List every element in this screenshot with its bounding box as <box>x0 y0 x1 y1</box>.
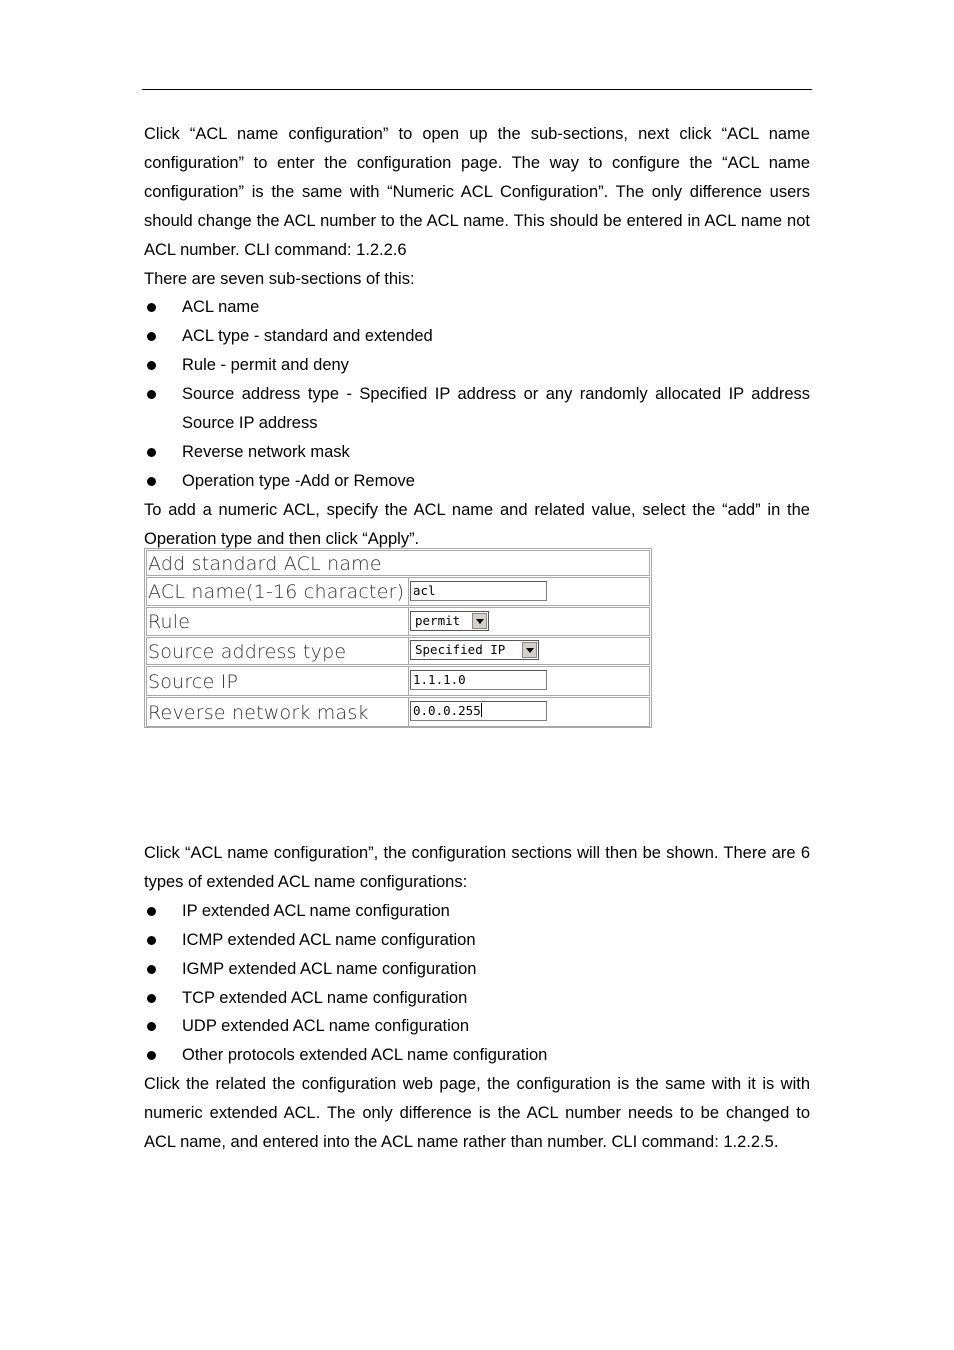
reverse-mask-row <box>146 697 650 727</box>
bullet-icon <box>147 477 156 486</box>
form-title-row <box>146 550 650 576</box>
source-ip-label: Source IP <box>147 667 409 695</box>
section-extended-acl-name <box>144 839 810 1157</box>
rule-label: Rule <box>147 608 409 635</box>
extended-types-list <box>144 897 810 1070</box>
text-cursor <box>481 703 482 717</box>
bullet-icon <box>147 361 156 370</box>
list-item: IGMP extended ACL name configuration <box>144 955 810 984</box>
list-item: Rule - permit and deny <box>144 351 810 380</box>
list-item: ACL type - standard and extended <box>144 322 810 351</box>
bullet-icon <box>147 965 156 974</box>
closing-paragraph: Click the related the configuration web page, the configuration is the same with it is with numeric extended ACL. The only difference is the ACL number needs to be changed to ACL name, and entered into the ACL name rather than number. CLI command: 1.2.2.5. <box>144 1075 810 1152</box>
list-item: UDP extended ACL name configuration <box>144 1012 810 1041</box>
list-item: Reverse network mask <box>144 438 810 467</box>
list-item: TCP extended ACL name configuration <box>144 984 810 1013</box>
acl-name-input[interactable]: acl <box>410 581 547 601</box>
bullet-icon <box>147 936 156 945</box>
bullet-icon <box>147 907 156 916</box>
header-rule <box>142 89 812 90</box>
acl-name-label: ACL name(1-16 character) <box>147 578 409 605</box>
bullet-icon <box>147 332 156 341</box>
list-item: IP extended ACL name configuration <box>144 897 810 926</box>
subsections-intro: There are seven sub-sections of this: <box>144 269 415 288</box>
rule-select[interactable]: permit <box>410 611 489 631</box>
bullet-icon <box>147 1022 156 1031</box>
bullet-icon <box>147 994 156 1003</box>
rule-row <box>146 607 650 636</box>
intro-paragraph: Click “ACL name configuration” to open up the sub-sections, next click “ACL name configuration” to enter the configuration page. The way to configure the “ACL name configuration” is the same with “Numeric ACL Configuration”. The only difference users should change the ACL number to the ACL name. This should be entered in ACL name not ACL number. CLI command: 1.2.2.6 <box>144 125 810 259</box>
list-item: Other protocols extended ACL name configuration <box>144 1041 810 1070</box>
list-item: ICMP extended ACL name configuration <box>144 926 810 955</box>
source-ip-row <box>146 666 650 696</box>
acl-name-row <box>146 577 650 606</box>
bullet-icon <box>147 390 156 399</box>
bullet-icon <box>147 448 156 457</box>
section-standard-acl-name <box>144 120 810 554</box>
bullet-icon <box>147 303 156 312</box>
source-ip-input[interactable]: 1.1.1.0 <box>410 670 547 690</box>
source-type-label: Source address type <box>147 638 409 664</box>
bullet-icon <box>147 1051 156 1060</box>
extended-paragraph: Click “ACL name configuration”, the configuration sections will then be shown. There are 6 types of extended ACL name configurations: <box>144 844 810 891</box>
reverse-mask-input[interactable]: 0.0.0.255 <box>410 701 547 721</box>
add-standard-acl-name-form <box>144 548 652 728</box>
reverse-mask-label: Reverse network mask <box>147 698 409 726</box>
chevron-down-icon[interactable] <box>472 613 487 629</box>
list-item: Operation type -Add or Remove <box>144 467 810 496</box>
chevron-down-icon[interactable] <box>522 642 537 658</box>
source-type-row <box>146 637 650 665</box>
form-title: Add standard ACL name <box>148 553 382 575</box>
list-item: Source address type - Specified IP address or any randomly allocated IP address Source IP address <box>144 380 810 438</box>
source-type-select[interactable]: Specified IP <box>410 640 539 660</box>
list-item: ACL name <box>144 293 810 322</box>
add-paragraph: To add a numeric ACL, specify the ACL name and related value, select the “add” in the Operation type and then click “Apply”. <box>144 500 810 548</box>
subsections-list <box>144 293 810 495</box>
